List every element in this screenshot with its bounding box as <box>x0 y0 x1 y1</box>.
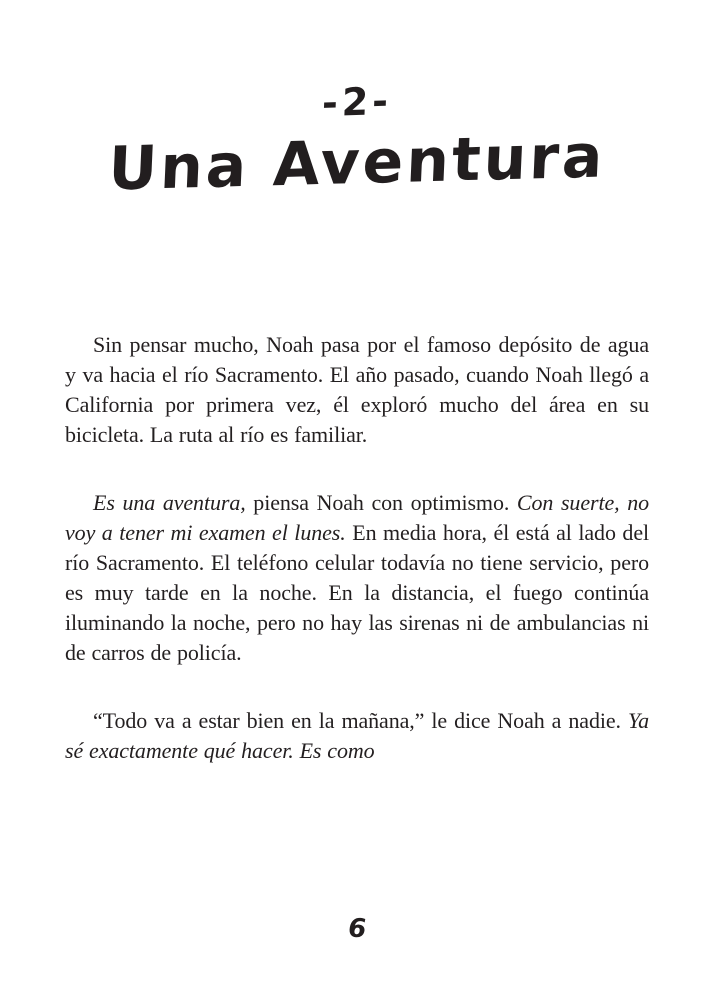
text-segment: Es una aventura, <box>93 490 246 515</box>
paragraph <box>65 706 649 766</box>
chapter-heading <box>0 78 714 205</box>
text-segment: Sin pensar mucho, Noah pasa por el famoso depósito de agua y va hacia el río Sacramento. El año pasado, cuando Noah llegó a California por primera vez, él exploró mucho del área en su bicicleta. La ruta al río es familiar. <box>65 332 649 447</box>
chapter-title: Una Aventura <box>106 121 607 205</box>
paragraph <box>65 488 649 668</box>
page-footer <box>0 913 714 945</box>
body-paragraphs <box>65 330 649 804</box>
chapter-number: -2- <box>321 78 393 126</box>
text-segment: piensa Noah con optimismo. <box>245 490 517 515</box>
page-number: 6 <box>345 913 369 945</box>
text-segment: “Todo va a estar bien en la mañana,” le dice Noah a nadie. <box>93 708 628 733</box>
text-segment: Ya sé exactamente qué hacer. Es como <box>65 708 649 763</box>
text-segment: En media hora, él está al lado del río Sacramento. El teléfono celular todavía no tiene servicio, pero es muy tarde en la noche. En la distancia, el fuego continúa iluminando la noche, pero no hay las sirenas ni de ambulancias ni de carros de policía. <box>65 520 649 665</box>
paragraph <box>65 330 649 450</box>
text-segment: Con suerte, no voy a tener mi examen el lunes. <box>65 490 649 545</box>
